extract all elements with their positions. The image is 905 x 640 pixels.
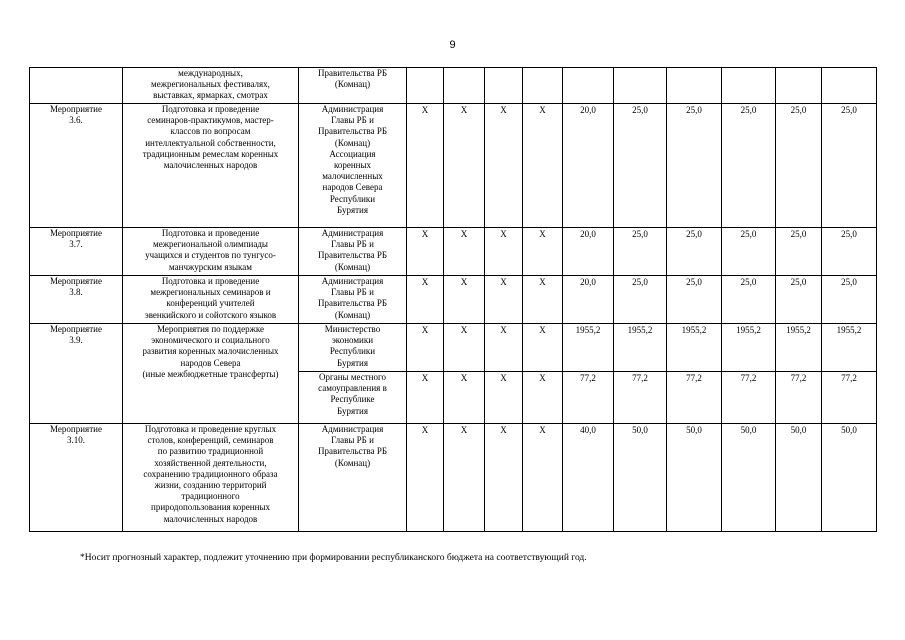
- code-cell: X: [523, 228, 563, 276]
- funding-value: 25,0: [776, 228, 822, 276]
- funding-value: 77,2: [614, 372, 667, 424]
- funding-value: 1955,2: [822, 324, 877, 372]
- funding-value: 1955,2: [776, 324, 822, 372]
- funding-value: 1955,2: [614, 324, 667, 372]
- measure-code: Мероприятие 3.6.: [30, 104, 123, 228]
- funding-value: 25,0: [667, 228, 722, 276]
- measure-name: Подготовка и проведение межрегиональной олимпиады учащихся и студентов по тунгусо- манчжурским языкам: [123, 228, 299, 276]
- measure-name: Подготовка и проведение семинаров-практикумов, мастер- классов по вопросам интеллектуальной собственности, традиционным ремеслам коренных малочисленных народов: [123, 104, 299, 228]
- measure-name: Мероприятия по поддержке экономического и социального развития коренных малочисленных народов Севера (иные межбюджетные трансферты): [123, 324, 299, 424]
- funding-value: 25,0: [667, 276, 722, 324]
- executor: Администрация Главы РБ и Правительства РБ (Комнац): [299, 276, 407, 324]
- measure-name: международных, межрегиональных фестивалях, выставках, ярмарках, смотрах: [123, 68, 299, 104]
- funding-value: 1955,2: [667, 324, 722, 372]
- funding-value: 25,0: [722, 228, 776, 276]
- executor: Правительства РБ (Комнац): [299, 68, 407, 104]
- code-cell: X: [485, 228, 523, 276]
- measure-code: Мероприятие 3.10.: [30, 424, 123, 532]
- funding-value: [722, 68, 776, 104]
- funding-value: 77,2: [822, 372, 877, 424]
- code-cell: X: [407, 228, 444, 276]
- funding-value: 25,0: [722, 104, 776, 228]
- code-cell: X: [407, 324, 444, 372]
- funding-value: 25,0: [722, 276, 776, 324]
- executor: Министерство экономики Республики Бурятия: [299, 324, 407, 372]
- measure-code: Мероприятие 3.8.: [30, 276, 123, 324]
- code-cell: X: [523, 104, 563, 228]
- measure-name: Подготовка и проведение межрегиональных семинаров и конференций учителей эвенкийского и сойотского языков: [123, 276, 299, 324]
- code-cell: X: [485, 276, 523, 324]
- code-cell: [523, 68, 563, 104]
- code-cell: X: [407, 104, 444, 228]
- funding-value: [822, 68, 877, 104]
- code-cell: X: [444, 104, 485, 228]
- executor: Администрация Главы РБ и Правительства РБ (Комнац): [299, 424, 407, 532]
- funding-value: [667, 68, 722, 104]
- page-number: 9: [449, 39, 456, 51]
- funding-value: 20,0: [563, 104, 614, 228]
- code-cell: X: [523, 424, 563, 532]
- code-cell: [444, 68, 485, 104]
- funding-value: [614, 68, 667, 104]
- measure-code: Мероприятие 3.7.: [30, 228, 123, 276]
- table-row: [30, 228, 877, 276]
- funding-value: 77,2: [776, 372, 822, 424]
- code-cell: X: [444, 372, 485, 424]
- funding-value: 25,0: [614, 276, 667, 324]
- table-row: [30, 324, 877, 372]
- executor: Администрация Главы РБ и Правительства РБ (Комнац): [299, 228, 407, 276]
- funding-value: 50,0: [822, 424, 877, 532]
- funding-value: 25,0: [822, 228, 877, 276]
- funding-value: 40,0: [563, 424, 614, 532]
- funding-value: 25,0: [822, 276, 877, 324]
- funding-value: 25,0: [822, 104, 877, 228]
- funding-value: [776, 68, 822, 104]
- funding-value: 50,0: [776, 424, 822, 532]
- funding-value: 77,2: [563, 372, 614, 424]
- funding-value: 25,0: [614, 104, 667, 228]
- footnote: *Носит прогнозный характер, подлежит уточнению при формировании республиканского бюджета на соответствующий год.: [80, 553, 587, 563]
- code-cell: X: [485, 324, 523, 372]
- funding-value: 20,0: [563, 228, 614, 276]
- measure-name: Подготовка и проведение круглых столов, конференций, семинаров по развитию традиционной хозяйственной деятельности, сохранению традиционного образа жизни, созданию территорий традиционного природопользования коренных малочисленных народов: [123, 424, 299, 532]
- funding-value: 25,0: [776, 104, 822, 228]
- code-cell: X: [444, 228, 485, 276]
- executor: Органы местного самоуправления в Республике Бурятия: [299, 372, 407, 424]
- code-cell: X: [444, 424, 485, 532]
- funding-value: 50,0: [667, 424, 722, 532]
- funding-value: 1955,2: [722, 324, 776, 372]
- funding-value: 77,2: [667, 372, 722, 424]
- funding-value: 25,0: [614, 228, 667, 276]
- code-cell: X: [485, 424, 523, 532]
- executor: Администрация Главы РБ и Правительства РБ (Комнац) Ассоциация коренных малочисленных народов Севера Республики Бурятия: [299, 104, 407, 228]
- code-cell: X: [444, 324, 485, 372]
- funding-value: 25,0: [667, 104, 722, 228]
- funding-value: 20,0: [563, 276, 614, 324]
- measure-code: Мероприятие 3.9.: [30, 324, 123, 424]
- code-cell: X: [407, 424, 444, 532]
- code-cell: X: [444, 276, 485, 324]
- code-cell: [407, 68, 444, 104]
- code-cell: X: [485, 372, 523, 424]
- program-table: [29, 67, 877, 532]
- funding-value: 1955,2: [563, 324, 614, 372]
- table-row: [30, 276, 877, 324]
- funding-value: 77,2: [722, 372, 776, 424]
- code-cell: X: [407, 372, 444, 424]
- code-cell: [485, 68, 523, 104]
- funding-value: 50,0: [614, 424, 667, 532]
- code-cell: X: [523, 276, 563, 324]
- measure-code: [30, 68, 123, 104]
- code-cell: X: [485, 104, 523, 228]
- funding-value: 50,0: [722, 424, 776, 532]
- table-row: [30, 104, 877, 228]
- funding-value: [563, 68, 614, 104]
- code-cell: X: [407, 276, 444, 324]
- code-cell: X: [523, 324, 563, 372]
- table-row: [30, 68, 877, 104]
- table-row: [30, 424, 877, 532]
- code-cell: X: [523, 372, 563, 424]
- funding-value: 25,0: [776, 276, 822, 324]
